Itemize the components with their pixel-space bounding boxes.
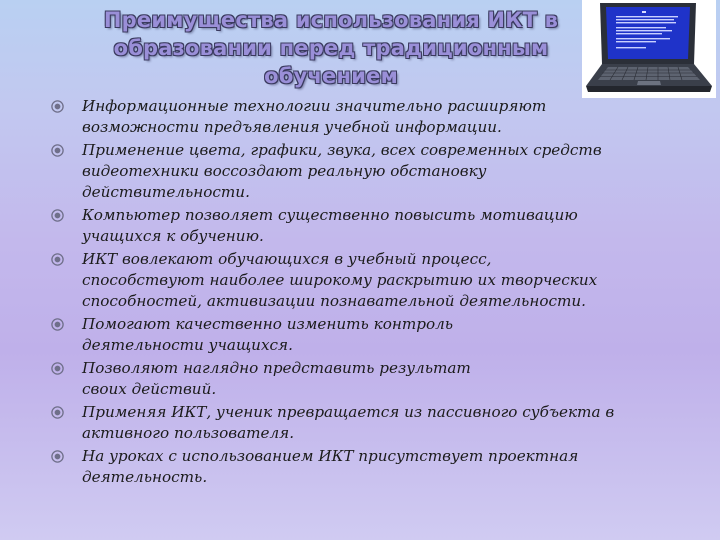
list-item-line: способствуют наиболее широкому раскрытию их творческих [82, 271, 598, 289]
list-item-line: Компьютер позволяет существенно повысить мотивацию [82, 206, 578, 224]
list-item [0, 140, 720, 203]
list-item-line: действительности. [82, 183, 250, 201]
slide-title-line: обучением [264, 64, 398, 88]
circle-bullet-icon [51, 362, 64, 375]
circle-bullet-icon [51, 318, 64, 331]
list-item [0, 446, 720, 488]
list-item [0, 402, 720, 444]
list-item [0, 96, 720, 138]
list-item [0, 358, 720, 400]
list-item-line: Применение цвета, графики, звука, всех современных средств [82, 141, 602, 159]
circle-bullet-icon [51, 209, 64, 222]
circle-bullet-icon [51, 144, 64, 157]
circle-bullet-icon [51, 406, 64, 419]
list-item-line: Помогают качественно изменить контроль [82, 315, 454, 333]
circle-bullet-icon [51, 253, 64, 266]
list-item-line: ИКТ вовлекают обучающихся в учебный процесс, [82, 250, 492, 268]
circle-bullet-icon [51, 450, 64, 463]
list-item-line: учащихся к обучению. [82, 227, 264, 245]
list-item-line: Применяя ИКТ, ученик превращается из пассивного субъекта в [82, 403, 615, 421]
list-item [0, 314, 720, 356]
list-item [0, 205, 720, 247]
slide-title [96, 6, 566, 90]
list-item-line: деятельность. [82, 468, 208, 486]
list-item [0, 249, 720, 312]
list-item-line: активного пользователя. [82, 424, 295, 442]
circle-bullet-icon [51, 100, 64, 113]
list-item-line: На уроках с использованием ИКТ присутствует проектная [82, 447, 579, 465]
list-item-line: способностей, активизации познавательной деятельности. [82, 292, 586, 310]
list-item-line: своих действий. [82, 380, 217, 398]
slide-title-line: Преимущества использования ИКТ в [103, 8, 559, 32]
list-item-line: возможности предъявления учебной информации. [82, 118, 502, 136]
list-item-line: Информационные технологии значительно расширяют [82, 97, 547, 115]
slide-title-line: образовании перед традиционным [113, 36, 549, 60]
laptop-icon [582, 0, 716, 98]
list-item-line: видеотехники воссоздают реальную обстановку [82, 162, 487, 180]
list-item-line: Позволяют наглядно представить результат [82, 359, 471, 377]
bullet-list [0, 96, 720, 490]
list-item-line: деятельности учащихся. [82, 336, 293, 354]
